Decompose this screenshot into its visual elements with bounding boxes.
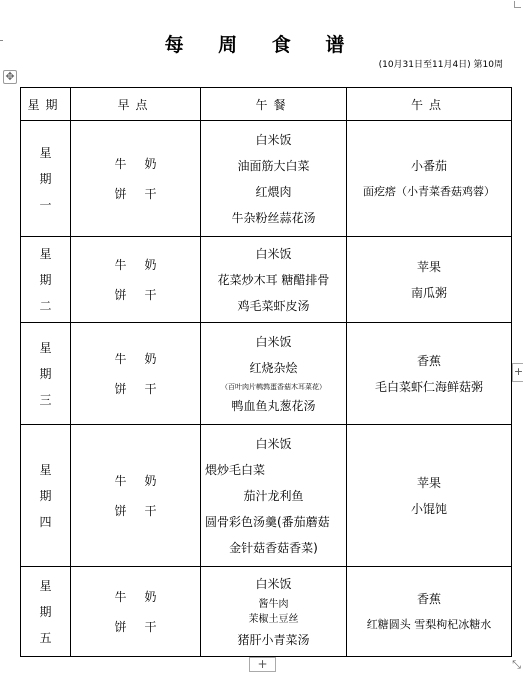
lunch-item: 红煨肉 <box>255 184 292 199</box>
lunch-item: 白米饭 <box>255 132 292 147</box>
day-char: 星 <box>39 462 52 477</box>
page-title: 每 周 食 谱 <box>164 34 359 56</box>
add-row-button[interactable]: + <box>249 657 276 672</box>
snack-item: 苹果 <box>416 259 441 274</box>
day-char: 星 <box>39 145 52 160</box>
table-header-row <box>21 88 512 121</box>
day-cell <box>21 323 71 425</box>
day-char: 星 <box>39 340 52 355</box>
margin-corner-mark <box>514 1 521 8</box>
breakfast-item: 牛奶 <box>114 473 175 488</box>
header-snack: 午点 <box>347 88 512 121</box>
table-resize-icon[interactable]: ⤡ <box>512 658 521 671</box>
day-char: 期 <box>39 272 52 287</box>
day-char: 五 <box>39 630 52 645</box>
lunch-item: （百叶肉片鹌鹑蛋香菇木耳菜花） <box>221 382 326 391</box>
breakfast-item: 饼干 <box>114 287 175 302</box>
day-char: 期 <box>39 604 52 619</box>
menu-row <box>21 237 512 323</box>
breakfast-cell <box>71 323 201 425</box>
day-cell <box>21 237 71 323</box>
lunch-item: 圆骨彩色汤羹(番茄蘑菇 <box>205 514 330 529</box>
snack-cell <box>347 237 512 323</box>
table-move-icon[interactable]: ✥ <box>3 70 17 84</box>
lunch-cell <box>201 237 347 323</box>
breakfast-cell <box>71 237 201 323</box>
snack-item: 毛白菜虾仁海鲜菇粥 <box>374 379 483 394</box>
menu-row <box>21 425 512 567</box>
menu-row <box>21 323 512 425</box>
day-char: 四 <box>39 514 52 529</box>
day-char: 一 <box>39 197 52 212</box>
day-char: 期 <box>39 366 52 381</box>
add-column-button[interactable]: + <box>512 363 523 382</box>
weekly-menu-table <box>20 87 512 657</box>
header-breakfast: 早点 <box>71 88 201 121</box>
lunch-item: 煨炒毛白菜 <box>205 462 266 477</box>
snack-item: 南瓜粥 <box>410 285 447 300</box>
breakfast-item: 饼干 <box>114 381 175 396</box>
snack-cell <box>347 425 512 567</box>
lunch-item: 鸭血鱼丸葱花汤 <box>231 398 316 413</box>
day-cell <box>21 121 71 237</box>
breakfast-item: 牛奶 <box>114 351 175 366</box>
lunch-cell <box>201 425 347 567</box>
lunch-cell <box>201 121 347 237</box>
snack-item: 香蕉 <box>416 353 441 368</box>
snack-cell <box>347 323 512 425</box>
breakfast-item: 饼干 <box>114 619 175 634</box>
header-lunch: 午餐 <box>201 88 347 121</box>
menu-body <box>21 121 512 657</box>
lunch-cell <box>201 323 347 425</box>
snack-cell <box>347 567 512 657</box>
lunch-item: 酱牛肉 <box>258 598 289 610</box>
lunch-cell <box>201 567 347 657</box>
breakfast-cell <box>71 425 201 567</box>
breakfast-item: 饼干 <box>114 503 175 518</box>
lunch-item: 金针菇香菇香菜) <box>229 540 318 555</box>
lunch-item: 白米饭 <box>255 436 292 451</box>
snack-item: 香蕉 <box>416 591 441 606</box>
lunch-item: 红烧杂烩 <box>249 360 298 375</box>
day-char: 三 <box>39 392 52 407</box>
snack-item: 面疙瘩（小青菜香菇鸡蓉） <box>363 184 495 198</box>
date-range-subtitle: (10月31日至11月4日) 第10周 <box>378 60 503 70</box>
lunch-item: 白米饭 <box>255 334 292 349</box>
day-char: 星 <box>39 246 52 261</box>
snack-cell <box>347 121 512 237</box>
breakfast-item: 牛奶 <box>114 589 175 604</box>
menu-row <box>21 121 512 237</box>
day-cell <box>21 567 71 657</box>
day-char: 期 <box>39 171 52 186</box>
snack-item: 小番茄 <box>410 158 447 173</box>
lunch-item: 白米饭 <box>255 576 292 591</box>
breakfast-item: 牛奶 <box>114 257 175 272</box>
day-char: 星 <box>39 578 52 593</box>
lunch-item: 鸡毛菜虾皮汤 <box>237 298 310 313</box>
menu-row <box>21 567 512 657</box>
day-char: 二 <box>39 298 52 313</box>
lunch-item: 油面筋大白菜 <box>237 158 310 173</box>
lunch-item: 茉椒土豆丝 <box>248 613 299 625</box>
breakfast-item: 饼干 <box>114 186 175 201</box>
breakfast-item: 牛奶 <box>114 156 175 171</box>
lunch-item: 白米饭 <box>255 246 292 261</box>
lunch-item: 茄汁龙利鱼 <box>243 488 304 503</box>
breakfast-cell <box>71 121 201 237</box>
breakfast-cell <box>71 567 201 657</box>
snack-item: 苹果 <box>416 475 441 490</box>
day-cell <box>21 425 71 567</box>
snack-item: 小馄饨 <box>410 501 447 516</box>
lunch-item: 猪肝小青菜汤 <box>237 632 310 647</box>
lunch-item: 花菜炒木耳 糖醋排骨 <box>217 272 330 287</box>
header-day: 星期 <box>21 88 71 121</box>
day-char: 期 <box>39 488 52 503</box>
lunch-item: 牛杂粉丝蒜花汤 <box>231 210 316 225</box>
snack-item: 红糖圆头 雪梨枸杞冰糖水 <box>366 617 492 631</box>
